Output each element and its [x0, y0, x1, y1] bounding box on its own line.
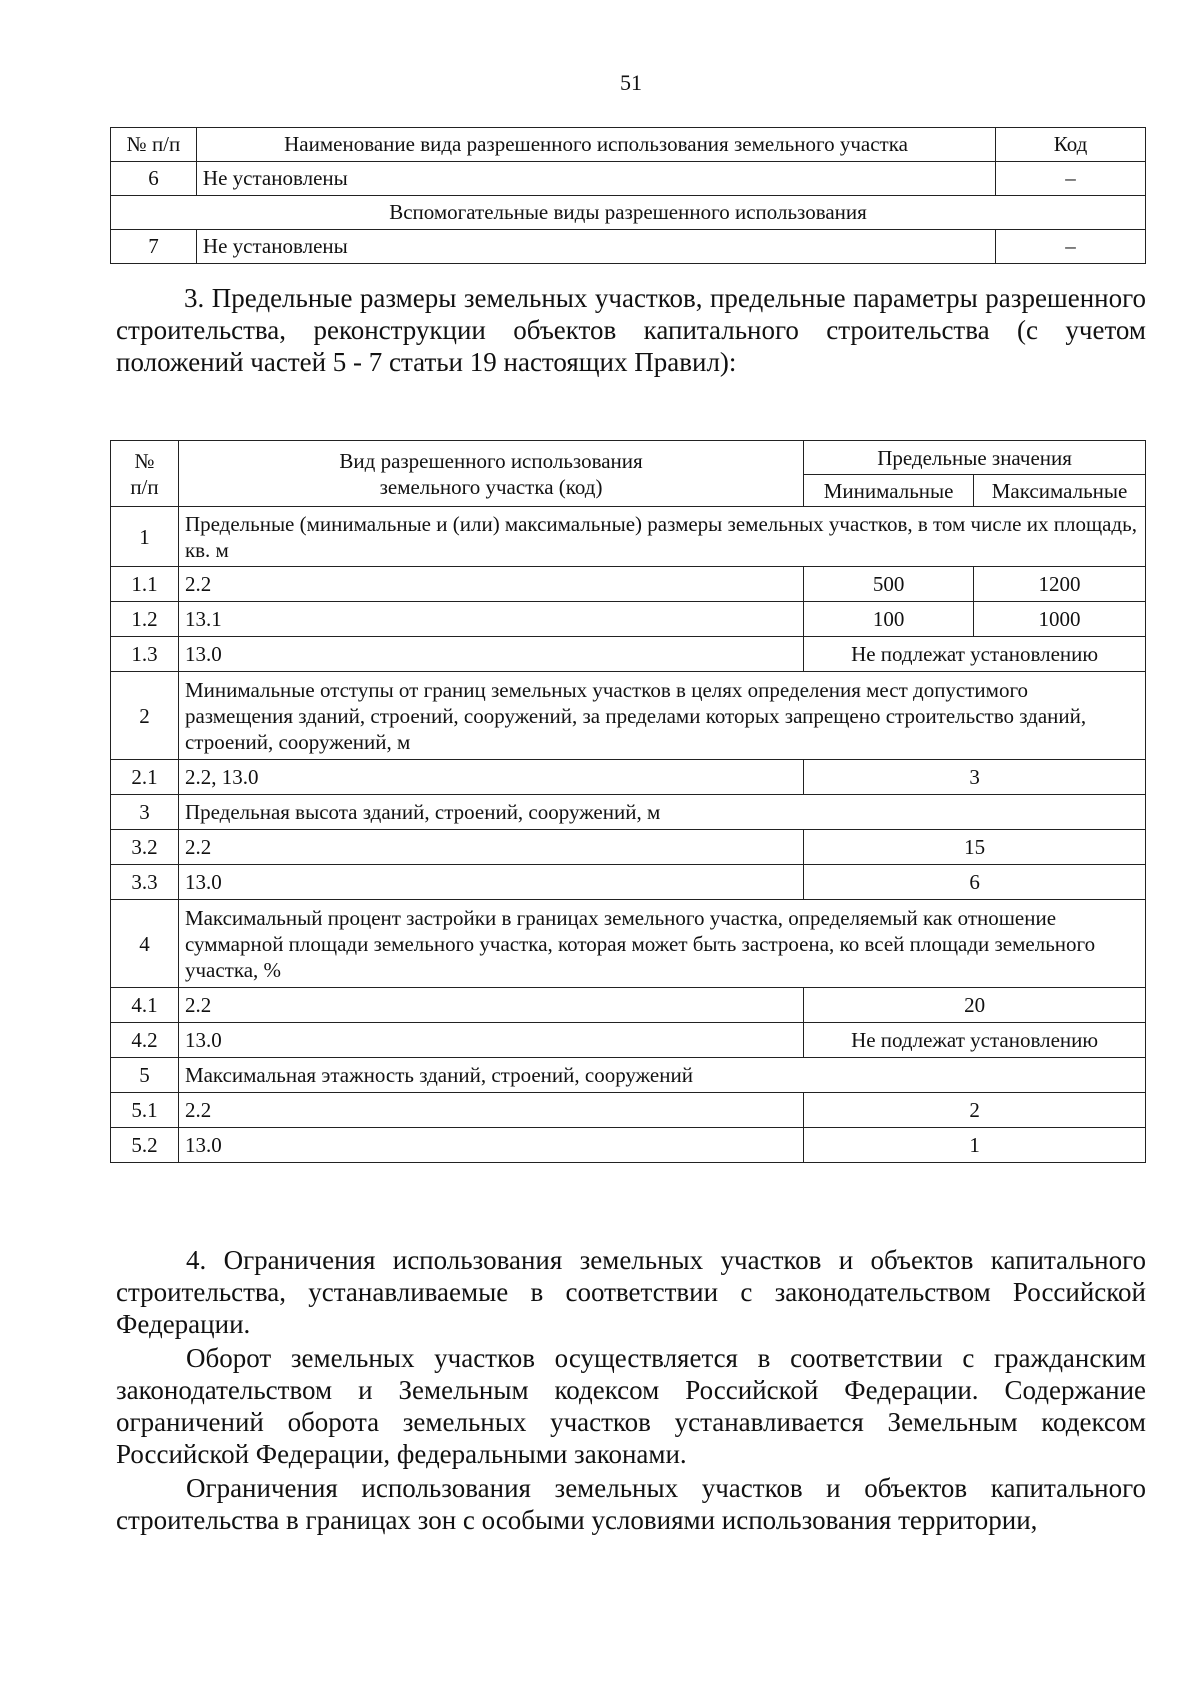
header-name: Наименование вида разрешенного использования земельного участка [196, 128, 995, 162]
table-row [111, 162, 1146, 196]
table-row [111, 830, 1146, 865]
group-description: Предельные (минимальные и (или) максимальные) размеры земельных участков, в том числе их площадь, кв. м [178, 507, 1145, 567]
row-code: – [996, 230, 1146, 264]
header-limits: Предельные значения [804, 441, 1146, 475]
header-min: Минимальные [804, 475, 974, 507]
row-num: 4.1 [111, 988, 179, 1023]
turnover-paragraph: Оборот земельных участков осуществляется в соответствии с гражданским законодательством и Земельным кодексом Российской Федерации. Содержание ограничений оборота земельных участков устанавливается Земельным кодексом Российской Федерации, федеральными законами. [116, 1343, 1146, 1469]
row-code: 13.0 [178, 865, 803, 900]
table-row [111, 507, 1146, 567]
header-max: Максимальные [974, 475, 1146, 507]
row-code: 13.0 [178, 1023, 803, 1058]
limit-value: 6 [804, 865, 1146, 900]
row-num: 1.1 [111, 567, 179, 602]
row-name: Не установлены [196, 162, 995, 196]
header-kind: Вид разрешенного использования земельного участка (код) [178, 441, 803, 507]
row-num: 5.2 [111, 1128, 179, 1163]
row-code: 13.0 [178, 1128, 803, 1163]
header-code: Код [996, 128, 1146, 162]
row-num: 5 [111, 1058, 179, 1093]
row-num: 2.1 [111, 760, 179, 795]
table-row [111, 196, 1146, 230]
table-row [111, 1058, 1146, 1093]
row-num: 3 [111, 795, 179, 830]
section-4-paragraph: 4. Ограничения использования земельных участков и объектов капитального строительства, устанавливаемые в соответствии с законодательством Российской Федерации. [116, 1245, 1146, 1339]
table-row [111, 865, 1146, 900]
row-name: Не установлены [196, 230, 995, 264]
row-num: 1.2 [111, 602, 179, 637]
table-row [111, 1023, 1146, 1058]
limit-value: 15 [804, 830, 1146, 865]
row-code: 2.2 [178, 1093, 803, 1128]
row-num: 1.3 [111, 637, 179, 672]
group-description: Максимальный процент застройки в границах земельного участка, определяемый как отношение суммарной площади земельного участка, которая может быть застроена, ко всей площади земельного участка, % [178, 900, 1145, 988]
row-num: 4 [111, 900, 179, 988]
table-header-row [111, 441, 1146, 475]
table-row [111, 230, 1146, 264]
group-description: Максимальная этажность зданий, строений, сооружений [178, 1058, 1145, 1093]
limit-value: Не подлежат установлению [804, 1023, 1146, 1058]
row-code: 2.2 [178, 830, 803, 865]
header-num: № п/п [111, 441, 179, 507]
row-code: 2.2 [178, 988, 803, 1023]
header-num: № п/п [111, 128, 197, 162]
table-row [111, 760, 1146, 795]
table-row [111, 900, 1146, 988]
limit-value: Не подлежат установлению [804, 637, 1146, 672]
row-num: 3.3 [111, 865, 179, 900]
limit-value: 2 [804, 1093, 1146, 1128]
table-row [111, 1128, 1146, 1163]
max-value: 1000 [974, 602, 1146, 637]
table-row [111, 637, 1146, 672]
min-value: 500 [804, 567, 974, 602]
table-row [111, 602, 1146, 637]
limit-value: 1 [804, 1128, 1146, 1163]
table-row [111, 672, 1146, 760]
row-num: 2 [111, 672, 179, 760]
row-num: 6 [111, 162, 197, 196]
row-code: – [996, 162, 1146, 196]
restrictions-paragraph: Ограничения использования земельных участков и объектов капитального строительства в границах зон с особыми условиями использования территории, [116, 1473, 1146, 1535]
limit-value: 20 [804, 988, 1146, 1023]
row-code: 13.0 [178, 637, 803, 672]
row-num: 7 [111, 230, 197, 264]
permitted-use-table [110, 127, 1146, 264]
page-number: 51 [620, 70, 642, 95]
row-num: 5.1 [111, 1093, 179, 1128]
table-row [111, 1093, 1146, 1128]
limit-parameters-table [110, 440, 1146, 1163]
group-description: Предельная высота зданий, строений, сооружений, м [178, 795, 1145, 830]
table-header-row [111, 128, 1146, 162]
limit-value: 3 [804, 760, 1146, 795]
row-num: 1 [111, 507, 179, 567]
group-description: Минимальные отступы от границ земельных участков в целях определения мест допустимого размещения зданий, строений, сооружений, за пределами которых запрещено строительство зданий, строений, сооружений, м [178, 672, 1145, 760]
row-code: 2.2 [178, 567, 803, 602]
row-code: 2.2, 13.0 [178, 760, 803, 795]
section-3-paragraph: 3. Предельные размеры земельных участков, предельные параметры разрешенного строительства, реконструкции объектов капитального строительства (с учетом положений частей 5 - 7 статьи 19 настоящих Правил): [116, 283, 1146, 377]
row-num: 3.2 [111, 830, 179, 865]
table-row [111, 567, 1146, 602]
row-code: 13.1 [178, 602, 803, 637]
auxiliary-uses-heading: Вспомогательные виды разрешенного использования [111, 196, 1146, 230]
table-row [111, 988, 1146, 1023]
min-value: 100 [804, 602, 974, 637]
max-value: 1200 [974, 567, 1146, 602]
row-num: 4.2 [111, 1023, 179, 1058]
table-row [111, 795, 1146, 830]
